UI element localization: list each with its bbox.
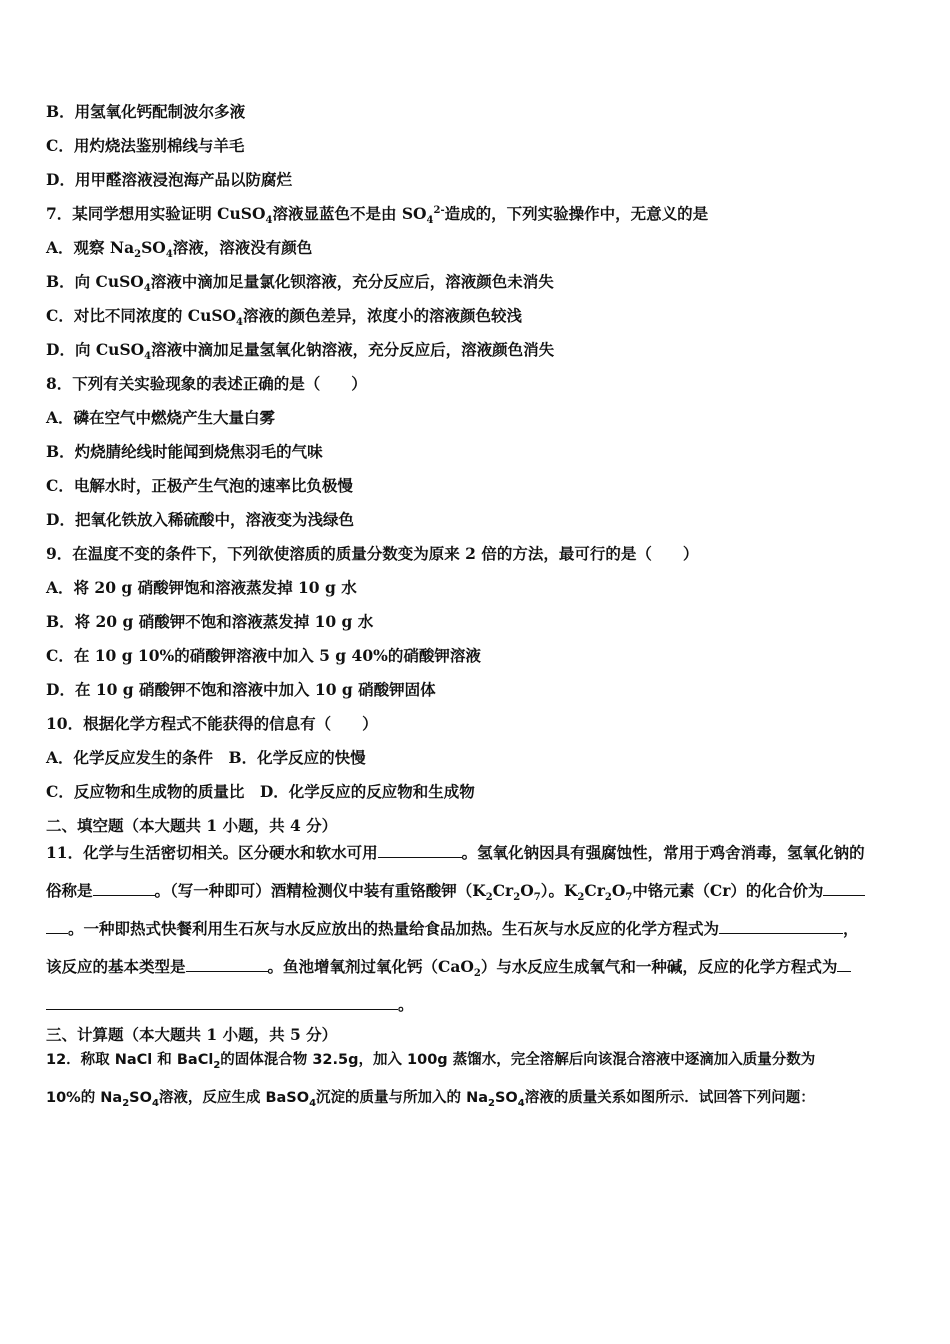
q11-line-4: 该反应的基本类型是 。鱼池增氧剂过氧化钙（CaO$_2$）与水反应生成氧气和一种碱，反应的化学方程式为	[46, 956, 851, 977]
q6-option-c: C．用灼烧法鉴别棉线与羊毛	[46, 136, 245, 155]
q9-option-b: B．将 20 g 硝酸钾不饱和溶液蒸发掉 10 g 水	[46, 612, 374, 631]
answer-blank[interactable]	[823, 880, 865, 896]
q9-option-c: C．在 10 g 10%的硝酸钾溶液中加入 5 g 40%的硝酸钾溶液	[46, 646, 481, 665]
q12-line-1: 12．称取 NaCl 和 BaCl$_2$的固体混合物 32.5g，加入 100g 蒸馏水，完全溶解后向该混合溶液中逐滴加入质量分数为	[46, 1052, 816, 1071]
q10-stem: 10．根据化学方程式不能获得的信息有（ ）	[46, 714, 378, 733]
q9-option-d: D．在 10 g 硝酸钾不饱和溶液中加入 10 g 硝酸钾固体	[46, 680, 436, 699]
q7-option-d: D．向 CuSO$_4$溶液中滴加足量氢氧化钠溶液，充分反应后，溶液颜色消失	[46, 340, 555, 363]
q6-option-d: D．用甲醛溶液浸泡海产品以防腐烂	[46, 170, 292, 189]
q8-stem: 8．下列有关实验现象的表述正确的是（ ）	[46, 374, 367, 393]
answer-blank-continued[interactable]	[46, 918, 68, 934]
section-2-heading: 二、填空题（本大题共 1 小题，共 4 分）	[46, 816, 338, 835]
section-3-heading: 三、计算题（本大题共 1 小题，共 5 分）	[46, 1025, 338, 1044]
q8-option-a: A．磷在空气中燃烧产生大量白雾	[46, 408, 276, 427]
q11-line-1: 11．化学与生活密切相关。区分硬水和软水可用 。氢氧化钠因具有强腐蚀性，常用于鸡舍消毒，氢氧化钠的	[46, 843, 865, 862]
q7-stem: 7．某同学想用实验证明 CuSO$_4$溶液显蓝色不是由 $SO_4^{2-}$造成的，下列实验操作中，无意义的是	[46, 204, 709, 227]
q8-option-c: C．电解水时，正极产生气泡的速率比负极慢	[46, 476, 353, 495]
q9-stem: 9．在温度不变的条件下，下列欲使溶质的质量分数变为原来 2 倍的方法，最可行的是（ ）	[46, 544, 699, 563]
q10-options-cd: C．反应物和生成物的质量比 D．化学反应的反应物和生成物	[46, 782, 475, 801]
answer-blank[interactable]	[837, 956, 851, 972]
answer-blank[interactable]	[93, 880, 155, 896]
q12-line-2: 10%的 $Na_2SO_4$溶液，反应生成 BaSO$_4$沉淀的质量与所加入的 $Na_2SO_4$溶液的质量关系如图所示．试回答下列问题：	[46, 1090, 815, 1109]
answer-blank[interactable]	[719, 918, 843, 934]
q8-option-b: B．灼烧腈纶线时能闻到烧焦羽毛的气味	[46, 442, 323, 461]
q11-line-3: 。一种即热式快餐利用生石灰与水反应放出的热量给食品加热。生石灰与水反应的化学方程式为 ，	[46, 918, 859, 939]
q6-option-b: B．用氢氧化钙配制波尔多液	[46, 102, 246, 121]
answer-blank[interactable]	[186, 956, 268, 972]
q7-option-c: C．对比不同浓度的 CuSO$_4$溶液的颜色差异，浓度小的溶液颜色较浅	[46, 306, 523, 329]
answer-blank[interactable]	[378, 842, 462, 858]
q11-line-2: 俗称是 。（写一种即可）酒精检测仪中装有重铬酸钾$(K_2Cr_2O_7)$。$K_2Cr_2O_7$中铬元素（Cr）的化合价为	[46, 880, 865, 901]
q9-option-a: A．将 20 g 硝酸钾饱和溶液蒸发掉 10 g 水	[46, 578, 357, 597]
q8-option-d: D．把氧化铁放入稀硫酸中，溶液变为浅绿色	[46, 510, 354, 529]
q11-line-5: 。	[46, 994, 414, 1015]
q7-option-a: A．观察 $Na_2SO_4$溶液，溶液没有颜色	[46, 238, 313, 261]
q10-options-ab: A．化学反应发生的条件 B．化学反应的快慢	[46, 748, 366, 767]
q7-option-b: B．向 CuSO$_4$溶液中滴加足量氯化钡溶液，充分反应后，溶液颜色未消失	[46, 272, 554, 295]
answer-blank[interactable]	[46, 994, 398, 1010]
